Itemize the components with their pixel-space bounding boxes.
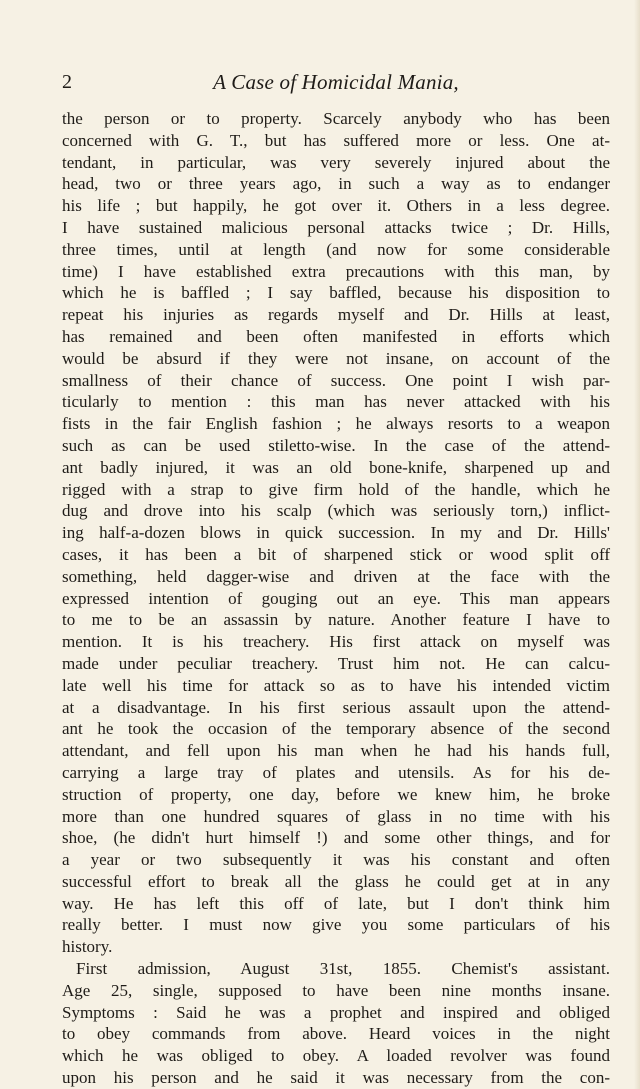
text-line: dug and drove into his scalp (which was seriously torn,) inflict- [62,501,610,521]
text-line: smallness of their chance of success. One point I wish par- [62,370,610,390]
text-line: the person or to property. Scarcely anybody who has been [62,109,610,128]
text-line: rigged with a strap to give firm hold of the handle, which he [62,479,610,499]
text-line: something, held dagger-wise and driven at the face with the [62,566,610,586]
text-line: cases, it has been a bit of sharpened stick or wood split off [62,544,610,564]
text-line: time) I have established extra precautions with this man, by [62,261,610,281]
text-line: repeat his injuries as regards myself and Dr. Hills at least, [62,305,610,325]
text-line: ant badly injured, it was an old bone-knife, sharpened up and [62,457,610,477]
page-edge-shadow [634,0,640,1089]
text-line: Age 25, single, supposed to have been nine months insane. [62,980,610,1000]
text-line: three times, until at length (and now for some considerable [62,239,610,259]
text-line: attendant, and fell upon his man when he had his hands full, [62,741,610,761]
text-line: made under peculiar treachery. Trust him not. He can calcu- [62,653,610,673]
text-line: ing half-a-dozen blows in quick succession. In my and Dr. Hills' [62,523,610,543]
text-line: way. He has left this off of late, but I don't think him [62,893,610,913]
text-line: First admission, August 31st, 1855. Chemist's assistant. [76,959,610,979]
text-line: carrying a large tray of plates and utensils. As for his de- [62,762,610,782]
page-number: 2 [62,71,72,93]
text-line: tendant, in particular, was very severely injured about the [62,152,610,172]
text-line: shoe, (he didn't hurt himself !) and some other things, and for [62,828,610,848]
text-line: which he is baffled ; I say baffled, because his disposition to [62,283,610,303]
text-line: has remained and been often manifested in efforts which [62,326,610,346]
text-line: late well his time for attack so as to have his intended victim [62,675,610,695]
text-line: to me to be an assassin by nature. Another feature I have to [62,610,610,630]
text-line: to obey commands from above. Heard voices in the night [62,1024,610,1044]
text-line: fists in the fair English fashion ; he always resorts to a weapon [62,414,610,434]
text-line: struction of property, one day, before we knew him, he broke [62,784,610,804]
text-line: at a disadvantage. In his first serious assault upon the attend- [62,697,610,717]
text-line: history. [62,937,113,957]
text-line: successful effort to break all the glass he could get at in any [62,871,610,891]
text-line: Symptoms : Said he was a prophet and inspired and obliged [62,1002,610,1022]
text-line: his life ; but happily, he got over it. Others in a less degree. [62,196,610,216]
text-line: ticularly to mention : this man has never attacked with his [62,392,610,412]
text-line: more than one hundred squares of glass in no time with his [62,806,610,826]
text-line: a year or two subsequently it was his constant and often [62,850,610,870]
body-text [62,108,610,1089]
text-line: such as can be used stiletto-wise. In the case of the attend- [62,435,610,455]
text-line: I have sustained malicious personal attacks twice ; Dr. Hills, [62,217,610,237]
running-title: A Case of Homicidal Mania, [213,70,459,94]
text-line: upon his person and he said it was necessary from the con- [62,1068,610,1088]
text-line: mention. It is his treachery. His first attack on myself was [62,632,610,652]
text-line: head, two or three years ago, in such a way as to endanger [62,174,610,194]
text-line: concerned with G. T., but has suffered more or less. One at- [62,130,610,150]
text-line: expressed intention of gouging out an eye. This man appears [62,588,610,608]
text-line: ant he took the occasion of the temporary absence of the second [62,719,610,739]
text-line: would be absurd if they were not insane, on account of the [62,348,610,368]
running-head [62,70,610,94]
text-line: really better. I must now give you some particulars of his [62,915,610,935]
text-line: which he was obliged to obey. A loaded revolver was found [62,1046,610,1066]
